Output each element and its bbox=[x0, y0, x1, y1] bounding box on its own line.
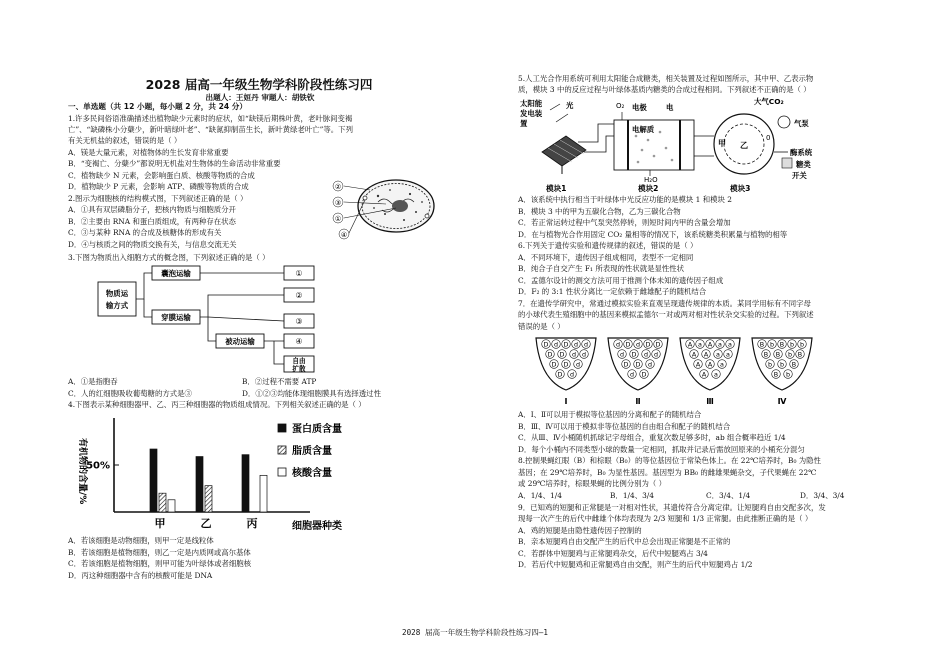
fig5-electrolyte: 电解质 bbox=[632, 125, 655, 134]
gene-ball-label: B bbox=[797, 350, 803, 359]
gene-ball-label: b bbox=[785, 370, 791, 379]
gene-ball-label: A bbox=[687, 340, 693, 349]
gene-ball-label: d bbox=[571, 350, 577, 359]
fig5-air-co2: 大气CO₂ bbox=[754, 97, 784, 106]
q8-option-d: D．3/4、3/4 bbox=[800, 491, 845, 500]
q1-option-b: B．“变褐亡、分蘖少”都说明无机盐对生物体的生命活动非常重要 bbox=[68, 159, 281, 168]
gene-ball-label: b bbox=[767, 360, 773, 369]
q4-option-d: D．丙这种细胞器中含有的核酸可能是 DNA bbox=[68, 571, 213, 580]
gene-ball-label: B bbox=[763, 350, 769, 359]
q2-option-b: B．②主要由 RNA 和蛋白质组成，有两种存在状态 bbox=[68, 217, 236, 226]
q7-stem-2: 的小球代表生殖细胞中的基因来模拟孟德尔一对或两对相对性状杂交实验的过程。下列叙述 bbox=[518, 310, 814, 319]
section-heading: 一、单选题（共 12 小题，每小题 2 分，共 24 分） bbox=[68, 102, 247, 111]
q6-option-a: A．不同环境下，遗传因子组成相同，表型不一定相同 bbox=[518, 253, 694, 262]
q5-option-c: C．若正常运转过程中气泵突然停转，则短时间内甲的含量会增加 bbox=[518, 218, 731, 227]
gene-ball-label: D bbox=[625, 340, 631, 349]
gene-ball-label: D bbox=[551, 360, 557, 369]
gene-ball-label: a bbox=[726, 350, 730, 359]
gene-ball-label: b bbox=[787, 350, 793, 359]
gene-ball-label: d bbox=[643, 350, 649, 359]
fig5-module-3: 模块3 bbox=[730, 184, 751, 193]
q1-option-c: C．植物缺少 N 元素，会影响蛋白质、核酸等物质的合成 bbox=[68, 171, 255, 180]
q1-option-d: D．植物缺少 P 元素，会影响 ATP、磷酸等物质的合成 bbox=[68, 182, 249, 191]
q9-option-b: B．亲本短腿鸡自由交配产生的后代中总会出现正常腿是不正常的 bbox=[518, 537, 731, 546]
concept-node-1: ① bbox=[295, 269, 303, 278]
bucket-label-2: Ⅱ bbox=[635, 397, 641, 406]
nucleus-label-3: ③ bbox=[334, 199, 342, 207]
q3-option-c: C．人的红细胞吸收葡萄糖的方式是③ bbox=[68, 389, 192, 398]
concept-node-2: ② bbox=[295, 291, 303, 300]
bucket-4 bbox=[752, 338, 812, 406]
organelle-bar-chart bbox=[70, 412, 390, 534]
bar-乙-脂质含量 bbox=[205, 486, 212, 512]
gene-ball-label: D bbox=[557, 370, 563, 379]
page-footer: 2028 届高一年级生物学科阶段性练习四—1 bbox=[402, 628, 548, 637]
bucket-2 bbox=[608, 338, 668, 406]
q7-stem-3: 错误的是（ ） bbox=[518, 322, 565, 331]
legend-label-蛋白质含量: 蛋白质含量 bbox=[292, 424, 342, 435]
nucleus-figure bbox=[330, 176, 442, 244]
fig5-solar: 太阳能 bbox=[520, 99, 543, 108]
gene-ball-label: D bbox=[635, 360, 641, 369]
bucket-3 bbox=[680, 338, 740, 406]
concept-membrane: 穿膜运输 bbox=[161, 313, 191, 322]
x-tick-label-丙: 丙 bbox=[246, 517, 258, 530]
fig5-o2: O₂ bbox=[616, 102, 625, 110]
bar-甲-核酸含量 bbox=[168, 500, 175, 512]
q1-stem-3: 有关无机盐的叙述，错误的是（ ） bbox=[68, 136, 182, 145]
q7-option-a: A．Ⅰ、Ⅱ可以用于模拟等位基因的分离和配子的随机结合 bbox=[518, 410, 702, 419]
q4-option-a: A．若该细胞是动物细胞，则甲一定是线粒体 bbox=[68, 536, 214, 545]
gene-ball-label: d bbox=[583, 340, 589, 349]
gene-ball-label: B bbox=[773, 370, 779, 379]
q1-stem-2: 亡”、“缺磷株小分蘖少，新叶暗绿叶老”、“缺氮抑制苗生长，新叶黄绿老叶亡”等。下列 bbox=[68, 125, 353, 134]
bar-乙-蛋白质含量 bbox=[196, 457, 203, 512]
q7-option-d: D．每个小桶内不同类型小球的数量一定相同，抓取并记录后需放回原来的小桶充分混匀 bbox=[518, 445, 805, 454]
chart-tick-label-50: 50% bbox=[86, 460, 110, 472]
q5-stem-1: 5.人工光合作用系统可利用太阳能合成糖类，相关装置及过程如图所示，其中甲、乙表示物 bbox=[518, 74, 814, 83]
q4-option-b: B．若该细胞是植物细胞，则乙一定是内质网或高尔基体 bbox=[68, 548, 251, 557]
gene-ball-label: A bbox=[707, 360, 713, 369]
gene-ball-label: d bbox=[647, 360, 653, 369]
chart-ylabel: 有机物的含量/% bbox=[77, 438, 87, 505]
fig5-electrolyte-2: 电 bbox=[666, 103, 674, 112]
concept-vesicle: 囊泡运输 bbox=[161, 269, 191, 278]
page-title: 2028 届高一年级生物学科阶段性练习四 bbox=[145, 77, 373, 92]
gas-pump-icon bbox=[778, 116, 790, 128]
gene-ball-label: A bbox=[707, 340, 713, 349]
q2-option-c: C．③与某种 RNA 的合成及核糖体的形成有关 bbox=[68, 228, 222, 237]
gene-ball-label: a bbox=[698, 340, 702, 349]
q8-stem-2: 基因；在 29℃培养时，B₀ 为显性基因。基因型为 BB₀ 的雌雄果蝇杂交，子代果蝇在 22℃ bbox=[518, 468, 817, 477]
q5-option-d: D．在与植物光合作用固定 CO₂ 量相等的情况下，该系统糖类积累量与植物的相等 bbox=[518, 230, 788, 239]
legend-label-核酸含量: 核酸含量 bbox=[292, 468, 332, 479]
chart-xlabel: 细胞器种类 bbox=[292, 521, 342, 532]
authors-line: 出题人：王姮丹 审题人：胡铁钦 bbox=[205, 93, 315, 102]
gene-buckets-figure bbox=[534, 336, 834, 408]
q3-option-b: B．②过程不需要 ATP bbox=[242, 377, 317, 386]
gene-ball-label: D bbox=[631, 350, 637, 359]
q5-stem-2: 质，模块 3 中的反应过程与叶绿体基质内糖类的合成过程相同。下列叙述不正确的是（ ） bbox=[518, 85, 811, 94]
bar-甲-脂质含量 bbox=[159, 493, 166, 512]
concept-node-4: ④ bbox=[295, 337, 303, 346]
fig5-light: 光 bbox=[566, 101, 574, 110]
q6-option-d: D．F₂ 的 3:1 性状分离比一定依赖于雌雄配子的随机结合 bbox=[518, 287, 707, 296]
concept-node-3: ③ bbox=[295, 317, 303, 326]
q8-stem-1: 8.控制果蝇红眼（B）和棕眼（B₀）的等位基因位于常染色体上。在 22℃培养时，B₀ 为隐性 bbox=[518, 456, 821, 465]
gene-ball-label: d bbox=[653, 350, 659, 359]
concept-passive: 被动运输 bbox=[225, 337, 255, 346]
gene-ball-label: b bbox=[769, 340, 775, 349]
gene-ball-label: B bbox=[759, 340, 765, 349]
gene-ball-label: A bbox=[703, 350, 709, 359]
gene-ball-label: b bbox=[779, 360, 785, 369]
q8-option-b: B．1/4、3/4 bbox=[610, 491, 655, 500]
gene-ball-label: d bbox=[629, 370, 635, 379]
fig5-module-2: 模块2 bbox=[638, 184, 659, 193]
x-tick-label-乙: 乙 bbox=[200, 517, 212, 530]
concept-root-1: 物质运 bbox=[105, 289, 129, 298]
q9-option-c: C．若群体中短腿鸡与正常腿鸡杂交，后代中短腿鸡占 3/4 bbox=[518, 549, 708, 558]
fig5-gas-pump: 气泵 bbox=[794, 119, 809, 128]
q8-option-a: A．1/4、1/4 bbox=[518, 491, 562, 500]
gene-ball-label: a bbox=[728, 340, 732, 349]
bar-甲-蛋白质含量 bbox=[150, 449, 157, 512]
q4-option-c: C．若该细胞是植物细胞，则甲可能为叶绿体或者细胞核 bbox=[68, 559, 252, 568]
concept-free-1: 自由 bbox=[292, 357, 306, 365]
q6-stem: 6.下列关于遗传实验和遗传规律的叙述，错误的是（ ） bbox=[518, 241, 698, 250]
fig5-sugar: 糖类 bbox=[796, 160, 811, 169]
gene-ball-label: A bbox=[695, 360, 701, 369]
gene-ball-label: d bbox=[575, 360, 581, 369]
q6-option-c: C．孟德尔设计的测交方法可用于推测个体未知的遗传因子组成 bbox=[518, 276, 724, 285]
fig5-electrode: 电极 bbox=[632, 103, 647, 112]
q8-option-c: C．3/4、1/4 bbox=[706, 491, 751, 500]
bar-丙-蛋白质含量 bbox=[242, 455, 249, 512]
q5-option-b: B．模块 3 中的甲为五碳化合物，乙为三碳化合物 bbox=[518, 207, 681, 216]
q6-option-b: B．纯合子自交产生 F₁ 所表现的性状就是显性性状 bbox=[518, 264, 685, 273]
q8-stem-3: 或 29℃培养时，棕眼果蝇的比例分别为（ ） bbox=[518, 479, 667, 488]
gene-ball-label: a bbox=[720, 360, 724, 369]
nucleus-label-4: ④ bbox=[340, 231, 348, 239]
legend-swatch-脂质含量 bbox=[278, 446, 286, 454]
bucket-label-1: Ⅰ bbox=[564, 397, 568, 406]
gene-ball-label: D bbox=[559, 350, 565, 359]
bar-丙-核酸含量 bbox=[260, 475, 267, 512]
gene-ball-label: D bbox=[547, 350, 553, 359]
q2-stem: 2.图示为细胞核的结构模式图，下列叙述正确的是（ ） bbox=[68, 194, 248, 203]
nucleus-label-2: ② bbox=[334, 183, 342, 191]
legend-swatch-核酸含量 bbox=[278, 468, 286, 476]
gene-ball-label: B bbox=[791, 360, 797, 369]
q4-stem: 4.下图表示某种细胞器甲、乙、丙三种细胞器的物质组成情况。下列相关叙述正确的是（ ） bbox=[68, 400, 366, 409]
q3-stem: 3.下图为物质出入细胞方式的概念图，下列叙述正确的是（ ） bbox=[68, 253, 270, 262]
gene-ball-label: a bbox=[716, 350, 720, 359]
gene-ball-label: b bbox=[789, 340, 795, 349]
q9-option-a: A．鸡的短腿是由隐性遗传因子控制的 bbox=[518, 526, 642, 535]
fig5-enzyme: 酶系统 bbox=[790, 148, 813, 157]
fig5-yi: 乙 bbox=[740, 141, 748, 150]
gene-ball-label: d bbox=[615, 340, 621, 349]
gene-ball-label: d bbox=[569, 370, 575, 379]
q1-option-a: A．镁是大量元素，对植物体的生长发育非常重要 bbox=[68, 148, 229, 157]
bucket-label-4: Ⅳ bbox=[777, 397, 787, 406]
q3-option-a: A．①是指胞吞 bbox=[68, 377, 118, 386]
gene-ball-label: D bbox=[543, 340, 549, 349]
q9-stem-1: 9．已知鸡的短腿和正常腿是一对相对性状，其遗传符合分离定律。让短腿鸡自由交配多次，发 bbox=[518, 503, 826, 512]
legend-label-脂质含量: 脂质含量 bbox=[292, 446, 332, 457]
gene-ball-label: A bbox=[701, 370, 707, 379]
bucket-1 bbox=[536, 338, 596, 406]
gene-ball-label: B bbox=[775, 350, 781, 359]
gene-ball-label: d bbox=[619, 350, 625, 359]
gene-ball-label: D bbox=[563, 360, 569, 369]
nucleus-label-1: ① bbox=[334, 215, 342, 223]
q7-stem-1: 7．在遗传学研究中，常通过模拟实验来直观呈现遗传规律的本质。某同学用标有不同字母 bbox=[518, 299, 811, 308]
photosynthesis-system-figure bbox=[518, 96, 858, 194]
q2-option-d: D．④与核质之间的物质交换有关，与信息交流无关 bbox=[68, 240, 237, 249]
legend-swatch-蛋白质含量 bbox=[278, 424, 286, 432]
gene-ball-label: d bbox=[553, 340, 559, 349]
q5-option-a: A．该系统中执行相当于叶绿体中光反应功能的是模块 1 和模块 2 bbox=[518, 195, 732, 204]
bucket-label-3: Ⅲ bbox=[706, 397, 714, 406]
q7-option-b: B．Ⅲ、Ⅳ可以用于模拟非等位基因的自由组合和配子的随机结合 bbox=[518, 422, 731, 431]
gene-ball-label: D bbox=[623, 360, 629, 369]
x-tick-label-甲: 甲 bbox=[154, 517, 166, 530]
concept-root-2: 输方式 bbox=[105, 301, 129, 310]
gene-ball-label: d bbox=[635, 340, 641, 349]
q2-option-a: A．①具有双层磷脂分子，把核内物质与细胞质分开 bbox=[68, 205, 236, 214]
fig5-h2o: H₂O bbox=[644, 176, 658, 184]
q1-stem-1: 1.许多民间俗语准确描述出植物缺少元素时的症状，如“缺镁后期株叶黄，老叶脉间变褐 bbox=[68, 114, 353, 123]
gene-ball-label: a bbox=[714, 370, 718, 379]
transport-concept-map bbox=[96, 262, 336, 374]
gene-ball-label: D bbox=[563, 340, 569, 349]
concept-free-2: 扩散 bbox=[292, 365, 306, 373]
gene-ball-label: b bbox=[799, 340, 805, 349]
gene-ball-label: D bbox=[645, 340, 651, 349]
fig5-module-1: 模块1 bbox=[546, 184, 567, 193]
q3-option-d: D．①②③均能体现细胞膜具有选择透过性 bbox=[242, 389, 381, 398]
fig5-jia: 甲 bbox=[718, 139, 726, 148]
gene-ball-label: d bbox=[573, 340, 579, 349]
gene-ball-label: d bbox=[581, 350, 587, 359]
q9-stem-2: 现每一次产生的后代中雌雄个体均表现为 2/3 短腿和 1/3 正常腿。由此推断正确的是（ ） bbox=[518, 514, 813, 523]
fig5-device-2: 置 bbox=[520, 119, 528, 128]
q9-option-d: D．若后代中短腿鸡和正常腿鸡自由交配，则产生的后代中短腿鸡占 1/2 bbox=[518, 560, 753, 569]
fig5-device-1: 发电装 bbox=[520, 109, 543, 118]
fig5-switch: 开关 bbox=[792, 171, 807, 180]
gene-ball-label: a bbox=[718, 340, 722, 349]
gene-ball-label: A bbox=[691, 350, 697, 359]
gene-ball-label: B bbox=[779, 340, 785, 349]
q7-option-c: C．从Ⅲ、Ⅳ小桶随机抓球记字母组合，重复次数足够多时，ab 组合概率趋近 1/4 bbox=[518, 433, 786, 442]
fig5-zero: 0 bbox=[766, 134, 771, 142]
gene-ball-label: D bbox=[641, 370, 647, 379]
gene-ball-label: D bbox=[655, 340, 661, 349]
